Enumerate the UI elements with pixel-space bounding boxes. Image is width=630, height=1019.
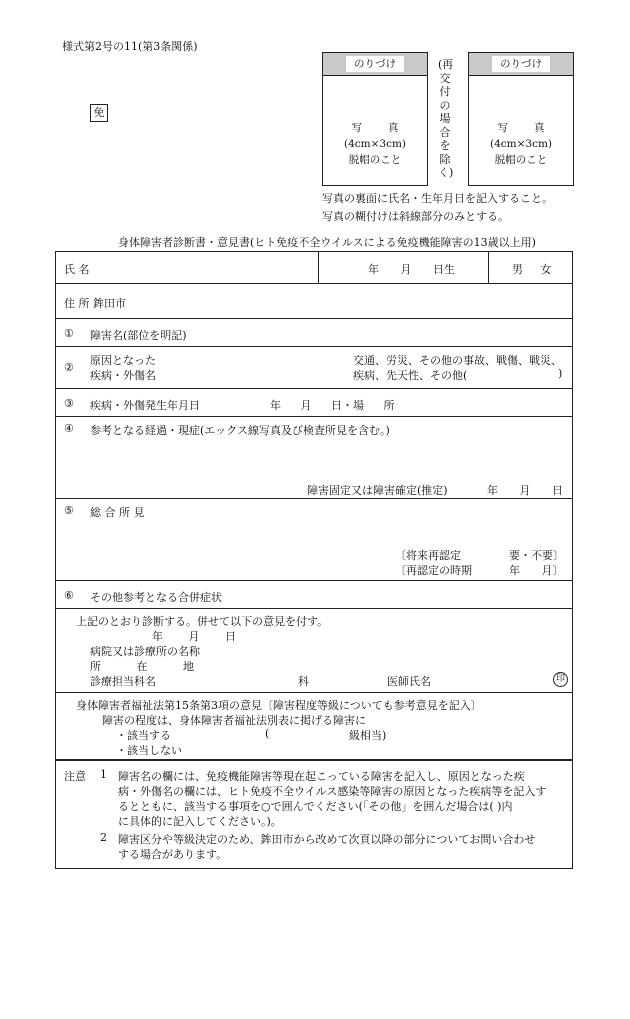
cause-options-1: 交通、労災、その他の事故、戦傷、戦災、 — [353, 354, 562, 367]
divider — [488, 252, 489, 283]
fixed-label: 障害固定又は障害確定(推定) — [307, 484, 448, 497]
diagnosis-statement: 上記のとおり診断する。併せて以下の意見を付す。 — [76, 615, 329, 628]
address-row — [55, 283, 573, 318]
photo-box-right — [468, 52, 574, 186]
department-suffix: 科 — [298, 675, 309, 688]
onset-row — [55, 388, 573, 416]
opinion-title: 身体障害者福祉法第15条第3項の意見〔障害程度等級についても参考意見を記入〕 — [76, 699, 482, 712]
findings-label: 総 合 所 見 — [90, 506, 145, 519]
cause-label-2: 疾病・外傷名 — [90, 369, 156, 382]
photo-box-left — [322, 52, 428, 186]
location-label: 所 在 地 — [90, 660, 194, 673]
row-number: ③ — [64, 397, 74, 410]
name-row — [55, 251, 573, 283]
future-review: 〔将来再認定 — [395, 549, 461, 562]
photo-size: (4cm×3cm) — [489, 138, 553, 150]
photo-note-1: 写真の裏面に氏名・生年月日を記入すること。 — [322, 192, 553, 205]
note-number: 1 — [100, 768, 107, 781]
onset-date: 年 月 日・場 所 — [270, 399, 395, 412]
birth-date: 年 月 日生 — [368, 263, 455, 276]
cause-label-1: 原因となった — [90, 354, 156, 367]
review-timing: 〔再認定の時期 — [395, 564, 472, 577]
complications-label: その他参考となる合併症状 — [90, 591, 222, 604]
note-1-line-2: 病・外傷名の欄には、ヒト免疫不全ウイルス感染等障害の原因となった疾病等を記入す — [118, 785, 547, 798]
cause-options-2: 疾病、先天性、その他( — [353, 369, 468, 382]
findings-row — [55, 498, 573, 580]
note-2-line-2: する場合があります。 — [118, 848, 228, 861]
note-number: 2 — [100, 831, 107, 844]
doctor-label: 医師氏名 — [387, 675, 431, 688]
diagnosis-date: 年 月 日 — [152, 630, 236, 643]
photo-label: 写真 — [351, 122, 425, 134]
note-1-line-4: に具体的に記入してください。)。 — [118, 815, 282, 828]
history-label: 参考となる経過・現症(エックス線写真及び検査所見を含む。) — [90, 424, 390, 437]
opinion-applicable: ・該当する — [116, 729, 171, 742]
address-label: 住 所 鉾田市 — [64, 297, 126, 310]
diagnosis-block — [55, 608, 573, 692]
paste-label: のりづけ — [492, 56, 550, 72]
photo-hat: 脱帽のこと — [494, 154, 548, 166]
row-number: ④ — [64, 422, 74, 435]
stamp-mark: 免 — [90, 104, 108, 122]
name-label: 氏 名 — [64, 263, 90, 276]
note-1-line-1: 障害名の欄には、免疫機能障害等現在起こっている障害を記入し、原因となった疾 — [118, 770, 525, 783]
photo-label: 写真 — [497, 122, 571, 134]
note-2-line-1: 障害区分や等級決定のため、鉾田市から改めて次頁以降の部分についてお問い合わせ — [118, 833, 536, 846]
row-number: ⑤ — [64, 504, 74, 517]
photo-hat: 脱帽のこと — [348, 154, 402, 166]
gender: 男 女 — [512, 263, 552, 276]
department-label: 診療担当科名 — [90, 675, 156, 688]
paste-area — [323, 53, 427, 76]
form-number: 様式第2号の11(第3条関係) — [62, 40, 198, 53]
reissue-note: (再交付の場合を除く) — [438, 58, 454, 179]
paste-label: のりづけ — [346, 56, 404, 72]
complications-row — [55, 580, 573, 608]
review-timing-option: 年 月〕 — [509, 564, 564, 577]
history-row — [55, 416, 573, 498]
disability-name-row — [55, 318, 573, 346]
fixed-date: 年 月 日 — [487, 484, 563, 497]
row-number: ① — [64, 327, 74, 340]
paste-area — [469, 53, 573, 76]
note-1-line-3: るとともに、該当する事項を○で囲んでください(「その他」を囲んだ場合は( )内 — [118, 800, 513, 813]
row-number: ⑥ — [64, 589, 74, 602]
cause-close: ) — [558, 367, 563, 380]
diagnosis-form — [55, 251, 573, 1019]
notes-label: 注意 — [64, 770, 86, 783]
onset-label: 疾病・外傷発生年月日 — [90, 399, 200, 412]
opinion-paren: ( — [265, 727, 270, 740]
seal-mark: 印 — [553, 672, 568, 687]
notes-block — [55, 760, 573, 869]
divider — [318, 252, 319, 283]
disability-name-label: 障害名(部位を明記) — [90, 329, 187, 342]
photo-instructions — [323, 76, 427, 168]
opinion-block — [55, 692, 573, 760]
opinion-not-applicable: ・該当しない — [116, 744, 182, 757]
opinion-grade: 級相当) — [349, 729, 387, 742]
opinion-intro: 障害の程度は、身体障害者福祉法別表に掲げる障害に — [102, 714, 366, 727]
photo-note-2: 写真の糊付けは斜線部分のみとする。 — [322, 210, 509, 223]
row-number: ② — [64, 361, 74, 374]
photo-instructions — [469, 76, 573, 168]
photo-size: (4cm×3cm) — [343, 138, 407, 150]
hospital-label: 病院又は診療所の名称 — [90, 645, 200, 658]
cause-row — [55, 346, 573, 388]
future-review-option: 要・不要〕 — [509, 549, 564, 562]
form-title: 身体障害者診断書・意見書(ヒト免疫不全ウイルスによる免疫機能障害の13歳以上用) — [118, 236, 536, 249]
